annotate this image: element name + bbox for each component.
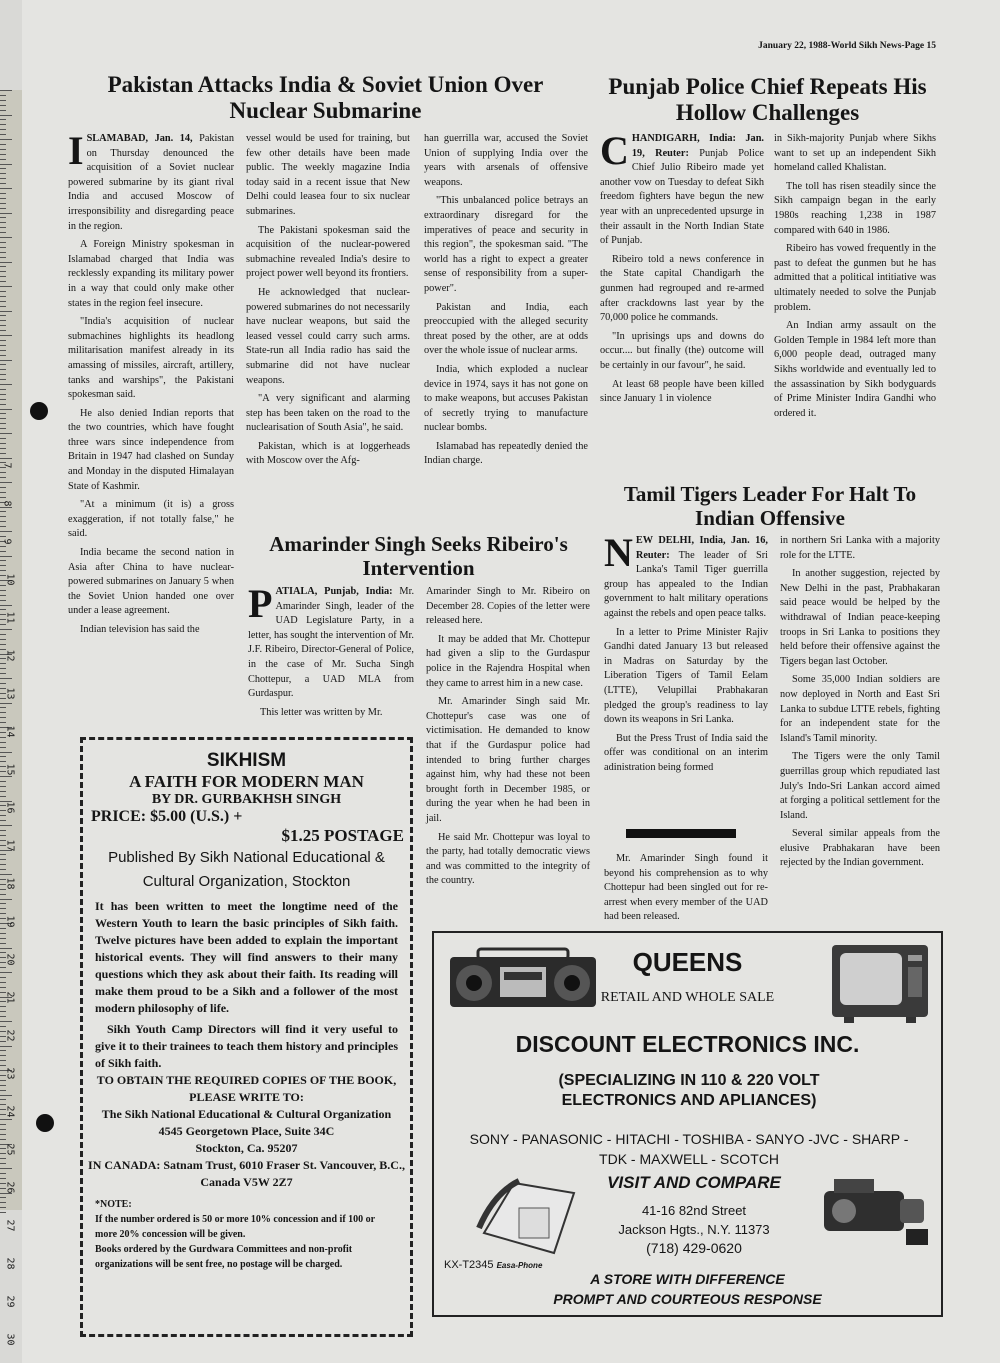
ruler-tick: [0, 242, 6, 243]
ruler-number: 28: [4, 1257, 16, 1270]
ruler-tick: [0, 482, 12, 483]
ruler-tick: [0, 472, 6, 473]
ruler-tick: [0, 296, 6, 297]
ruler-number: 26: [4, 1181, 16, 1194]
ruler-tick: [0, 776, 12, 777]
headline-amarinder: Amarinder Singh Seeks Ribeiro's Intervention: [269, 532, 568, 580]
ruler-tick: [0, 820, 6, 821]
ruler-tick: [0, 815, 6, 816]
ruler-number: 30: [4, 1333, 16, 1346]
ruler-tick: [0, 629, 12, 630]
slogan: PROMPT AND COURTEOUS RESPONSE: [553, 1291, 822, 1307]
ruler-number: 17: [4, 839, 16, 852]
telephone-icon: [474, 1173, 584, 1263]
ruler-tick: [0, 149, 6, 150]
ruler-tick: [0, 340, 6, 341]
ruler-tick: [0, 1173, 6, 1174]
ruler-tick: [0, 139, 12, 140]
ad-note: *NOTE: If the number ordered is 50 or more 10% concession and if 100 or more 20% concession will be given. Books ordered by the Gurdwara Committees and non-profit organizations will be sent free, no postage will be charged.: [95, 1199, 375, 1270]
ad-organization: The Sikh National Educational & Cultural Organization: [101, 1107, 392, 1121]
ruler-tick: [0, 257, 6, 258]
ad-postage: $1.25 POSTAGE: [281, 826, 404, 845]
ruler-tick: [0, 531, 12, 532]
ruler-number: 25: [4, 1143, 16, 1156]
ruler-tick: [0, 188, 12, 189]
ruler-tick: [0, 796, 6, 797]
ruler-tick: [0, 154, 6, 155]
ruler-tick: [0, 301, 6, 302]
slogan: A STORE WITH DIFFERENCE: [590, 1271, 785, 1287]
ruler-tick: [0, 404, 6, 405]
store-street: 41-16 82nd Street: [641, 1203, 747, 1218]
ruler-tick: [0, 1055, 6, 1056]
ruler-tick: [0, 198, 6, 199]
ruler-tick: [0, 830, 6, 831]
ruler-tick: [0, 1168, 12, 1169]
ruler-tick: [0, 350, 6, 351]
ruler-tick: [0, 335, 12, 336]
ruler-tick: [0, 227, 6, 228]
ruler-tick: [0, 1099, 6, 1100]
ruler-tick: [0, 1026, 6, 1027]
ruler-tick: [0, 908, 6, 909]
ruler-tick: [0, 1080, 6, 1081]
ruler-tick: [0, 320, 6, 321]
ruler-tick: [0, 100, 6, 101]
ruler-tick: [0, 384, 12, 385]
ruler-tick: [0, 423, 6, 424]
dropcap: I: [68, 128, 84, 173]
art1-column-2: vessel would be used for training, but few other details have been made public. The weekly magazine India today said in a recent issue that New Delhi could leasea four to six nuclear submarines. The Pakistani spokesman said the acquisition of the nuclear-powered submachine revealed India's desire to project power well beyond its frontiers. He acknowledged that nuclear-powered submarines do not necessarily have nuclear weapons, but said the leased vessel could carry such arms. State-run all India radio has said the submarine did not have nuclear weapons. "A very significant and alarming step has been taken on the road to the nuclearisation of South Asia", he said. Pakistan, which is at loggerheads with Moscow over the Afg-: [246, 133, 410, 467]
ruler-tick: [0, 570, 6, 571]
ruler-number: 16: [4, 801, 16, 814]
ruler-tick: [0, 345, 6, 346]
ruler-tick: [0, 825, 12, 826]
ruler-tick: [0, 90, 12, 91]
ruler-tick: [0, 379, 6, 380]
ruler-tick: [0, 899, 12, 900]
measuring-ruler: [0, 90, 23, 1346]
ruler-tick: [0, 536, 6, 537]
ruler-tick: [0, 355, 6, 356]
ruler-tick: [0, 903, 6, 904]
phone-model: KX-T2345 Easa-Phone: [444, 1259, 543, 1271]
ruler-tick: [0, 1090, 6, 1091]
ruler-number: 8: [1, 500, 13, 507]
ruler-tick: [0, 703, 12, 704]
ruler-tick: [0, 1124, 6, 1125]
ruler-tick: [0, 168, 6, 169]
ruler-tick: [0, 433, 12, 434]
ruler-tick: [0, 1158, 6, 1159]
ruler-tick: [0, 722, 6, 723]
ruler-tick: [0, 1095, 12, 1096]
ruler-tick: [0, 311, 12, 312]
ruler-tick: [0, 193, 6, 194]
ruler-tick: [0, 178, 6, 179]
ruler-tick: [0, 399, 6, 400]
art1-column-1: ISLAMABAD, Jan. 14, Pakistan on Thursday denounced the acquisition of a Soviet nuclear powered submarine by its giant rival India and accused Moscow of irresponsibility and disregarding peace in the region. A Foreign Ministry spokesman in Islamabad charged that India was recklessly expanding its military power in a way that could only make other states in the region feel insecure. "India's acquisition of nuclear submachines highlights its headlong militarisation manifest already in its amassing of missiles, aircraft, artillery, tanks and warships", the Pakistani spokesman said. He also denied Indian reports that the two countries, which have fought three wars since independence from Britain in 1947 had clashed on Sunday and Monday in the disputed Himalayan State of Kashmir. "At a minimum (it is) a gross exaggeration, if not totally false," he said. India became the second nation in Asia after China to have nuclear-powered submarines on January 5 when the Soviet Union handed one over under a lease agreement. Indian television has said the: [68, 128, 234, 635]
ruler-tick: [0, 859, 6, 860]
ad-address: 4545 Georgetown Place, Suite 34C: [158, 1124, 335, 1138]
store-tagline: RETAIL AND WHOLE SALE: [600, 990, 775, 1005]
ruler-tick: [0, 1129, 6, 1130]
art3-column-1: PATIALA, Punjab, India: Mr. Amarinder Singh, leader of the UAD Legislature Party, in a letter, has sought the intervention of Mr. J.F. Ribeiro, Director-General of Police, in the case of Mr. Sucha Singh Chottepur, a UAD MLA from Gurdaspur. This letter was written by Mr.: [248, 581, 415, 718]
ruler-number: 20: [4, 953, 16, 966]
ruler-tick: [0, 115, 12, 116]
ruler-tick: [0, 95, 6, 96]
ad-body: It has been written to meet the longtime need of the Western Youth to learn the basic principles of Sikh faith. Twelve pictures have been added to explain the important historical events. They will find answers to their many questions which they ask about their faith. Its reading will make them proud to be a Sikh and a follower of the most modern philosophy of life.: [95, 899, 398, 1015]
ruler-number: 19: [4, 915, 16, 928]
art3-column-2: Amarinder Singh to Mr. Ribeiro on December 28. Copies of the letter were released here. It may be added that Mr. Chottepur had given a slip to the Gurdaspur police in the Rajendra Hospital when they came to arrest him in a new case. Mr. Amarinder Singh said Mr. Chottepur's case was one of victimisation. He demanded to know that if the Gurdaspur police had intended to bring further charges against him, why had these not been brought forth in December 1985, or during the year when he had been in jail. He said Mr. Chottepur was loyal to the party, had totally democratic views and was committed to the integrity of the country.: [426, 586, 590, 887]
headline-pakistan: Pakistan Attacks India & Soviet Union Over Nuclear Submarine: [107, 72, 544, 123]
ruler-tick: [0, 864, 6, 865]
ruler-tick: [0, 756, 6, 757]
dropcap: C: [600, 128, 629, 173]
ruler-tick: [0, 1163, 6, 1164]
art1-column-3: han guerrilla war, accused the Soviet Union of supplying India over the years with arsenals of offensive weapons. "This unbalanced police betrays an extraordinary disregard for the imperatives of peace and security in this region", the spokesman said. "The world has a right to expect a greater sense of responsibility from a super-power". Pakistan and India, each preoccupied with the alleged security threat posed by the other, are at odds over the whole issue of nuclear arms. India, which exploded a nuclear device in 1974, says it has not gone on to make weapons, but accuses Pakistan of secretly trying to manufacture nuclear bombs. Islamabad has repeatedly denied the Indian charge.: [424, 133, 588, 467]
art2-column-2: in Sikh-majority Punjab where Sikhs want to set up an independent Sikh homeland called Khalistan. The toll has risen steadily since the Sikh campaign began in the early 1980s reaching 1,238 in 1987 compared with 640 in 1986. Ribeiro has vowed frequently in the past to defeat the gunmen but he has admitted that a political intitiative was ultimately needed to solve the Punjab problem. An Indian army assault on the Golden Temple in 1984 left more than 6,000 people dead, outraged many Sikhs worldwide and eventually led to the assassination by Sikh bodyguards of Prime Minister Indira Gandhi who ordered it.: [774, 133, 936, 419]
ruler-tick: [0, 874, 12, 875]
ruler-tick: [0, 624, 6, 625]
ruler-tick: [0, 232, 6, 233]
ruler-tick: [0, 761, 6, 762]
ruler-tick: [0, 144, 6, 145]
ruler-tick: [0, 609, 6, 610]
ruler-tick: [0, 663, 6, 664]
ruler-tick: [0, 1212, 6, 1213]
punch-hole: [30, 402, 48, 420]
ruler-tick: [0, 516, 6, 517]
ruler-tick: [0, 1060, 6, 1061]
ruler-number: 18: [4, 877, 16, 890]
ruler-tick: [0, 786, 6, 787]
ruler-tick: [0, 389, 6, 390]
ruler-tick: [0, 967, 6, 968]
ruler-tick: [0, 237, 12, 238]
ruler-number: 13: [4, 687, 16, 700]
ruler-number: 9: [1, 538, 13, 545]
ruler-tick: [0, 448, 6, 449]
ruler-tick: [0, 364, 6, 365]
ruler-tick: [0, 639, 6, 640]
ruler-tick: [0, 678, 12, 679]
ruler-tick: [0, 707, 6, 708]
ad-title: SIKHISM: [206, 750, 287, 771]
ruler-tick: [0, 982, 6, 983]
store-city: Jackson Hgts., N.Y. 11373: [618, 1222, 770, 1237]
ruler-tick: [0, 742, 6, 743]
ruler-tick: [0, 262, 12, 263]
ruler-tick: [0, 487, 6, 488]
ruler-tick: [0, 1050, 6, 1051]
ruler-tick: [0, 1021, 12, 1022]
ad-body: Sikh Youth Camp Directors will find it very useful to give it to their trainees to teach them history and principles of Sikh faith.: [95, 1022, 398, 1070]
ruler-tick: [0, 668, 6, 669]
sikhism-book-ad: [80, 737, 413, 1337]
ruler-tick: [0, 747, 6, 748]
ruler-tick: [0, 943, 6, 944]
ruler-tick: [0, 217, 6, 218]
ruler-tick: [0, 1046, 12, 1047]
ruler-tick: [0, 159, 6, 160]
headline-punjab-police: Punjab Police Chief Repeats His Hollow Challenges: [608, 74, 927, 125]
ruler-tick: [0, 1207, 6, 1208]
ruler-tick: [0, 605, 12, 606]
camcorder-icon: [814, 1173, 934, 1253]
ruler-tick: [0, 453, 6, 454]
ruler-tick: [0, 369, 6, 370]
headline-tamil-tigers: Tamil Tigers Leader For Halt To Indian Offensive: [623, 482, 917, 530]
ruler-tick: [0, 1119, 12, 1120]
ruler-number: 11: [4, 611, 16, 624]
ruler-tick: [0, 443, 6, 444]
ruler-tick: [0, 266, 6, 267]
ruler-tick: [0, 521, 6, 522]
art2-column-1: CHANDIGARH, India: Jan. 19, Reuter: Punjab Police Chief Julio Ribeiro made yet another vow on Tuesday to defeat Sikh freedom fighters have begun the new year with an unprecedented upsurge in their assault in the North Indian State of Punjab. Ribeiro told a news conference in the State capital Chandigarh the gunmen had regrouped and re-armed after crackdowns last year by the 70,000 police he commands. "In uprisings ups and downs do occur.... but finally (the) outcome will be certainly in our favour", he said. At least 68 people have been killed since January 1 in violence: [600, 128, 764, 405]
ruler-tick: [0, 938, 6, 939]
ruler-tick: [0, 110, 6, 111]
brand-list: SONY - PANASONIC - HITACHI - TOSHIBA - SANYO -JVC - SHARP - TDK - MAXWELL - SCOTCH: [469, 1131, 909, 1167]
punch-hole: [36, 1114, 54, 1132]
ad-author: BY DR. GURBAKHSH SINGH: [151, 792, 342, 807]
ruler-tick: [0, 781, 6, 782]
ruler-tick: [0, 835, 6, 836]
ruler-tick: [0, 271, 6, 272]
ruler-tick: [0, 560, 6, 561]
dropcap: P: [248, 581, 273, 626]
ruler-tick: [0, 507, 12, 508]
ad-subtitle: A FAITH FOR MODERN MAN: [129, 772, 364, 791]
ruler-tick: [0, 413, 6, 414]
page-header: January 22, 1988-World Sikh News-Page 15: [758, 41, 936, 51]
ad-address: Stockton, Ca. 95207: [195, 1141, 298, 1155]
ruler-tick: [0, 477, 6, 478]
ruler-number: 23: [4, 1067, 16, 1080]
art4-column-2: in northern Sri Lanka with a majority role for the LTTE. In another suggestion, rejected by New Delhi in the past, Prabhakaran said peace would be helped by the withdrawal of Indian peace-keeping troops in Sri Lanka to positions they held before their offensive against the Tigers began last October. Some 35,000 Indian soldiers are now deployed in North and East Sri Lanka to subdue LTTE rebels, fighting for an independent state for the Island's Tamil minority. The Tigers were the only Tamil guerrillas group which repudiated last July's Indo-Sri Lankan accord aimed at forging a political settlement for the Island. Several similar appeals from the elusive Prabhakaran have been rejected by the Indian government.: [780, 535, 940, 869]
ruler-tick: [0, 1085, 6, 1086]
ruler-tick: [0, 1178, 6, 1179]
ruler-tick: [0, 869, 6, 870]
ruler-tick: [0, 394, 6, 395]
ruler-tick: [0, 644, 6, 645]
ruler-tick: [0, 683, 6, 684]
ruler-tick: [0, 458, 12, 459]
ruler-tick: [0, 203, 6, 204]
ruler-tick: [0, 913, 6, 914]
ruler-tick: [0, 791, 6, 792]
ruler-tick: [0, 1202, 6, 1203]
ruler-number: 14: [4, 725, 16, 738]
ruler-tick: [0, 306, 6, 307]
ad-publisher: Published By Sikh National Educational & Cultural Organization, Stockton: [108, 849, 385, 890]
ruler-tick: [0, 1011, 6, 1012]
art3-column-3: Mr. Amarinder Singh found it beyond his comprehension as to why Chottepur had been singled out for re-arrest when every member of the UAD had been released.: [604, 853, 768, 923]
ruler-tick: [0, 634, 6, 635]
ruler-tick: [0, 948, 12, 949]
ruler-tick: [0, 1139, 6, 1140]
ruler-tick: [0, 977, 6, 978]
ruler-tick: [0, 252, 6, 253]
ruler-tick: [0, 854, 6, 855]
queens-electronics-ad: [432, 931, 943, 1317]
ruler-number: 10: [4, 573, 16, 586]
ruler-tick: [0, 374, 6, 375]
ruler-tick: [0, 208, 6, 209]
ruler-tick: [0, 286, 12, 287]
ruler-tick: [0, 717, 6, 718]
ruler-tick: [0, 565, 6, 566]
ruler-tick: [0, 1065, 6, 1066]
ad-canada-address: IN CANADA: Satnam Trust, 6010 Fraser St. Vancouver, B.C., Canada V5W 2Z7: [88, 1158, 405, 1189]
ruler-tick: [0, 173, 6, 174]
store-phone: (718) 429-0620: [646, 1240, 742, 1256]
ruler-tick: [0, 222, 6, 223]
ruler-tick: [0, 752, 12, 753]
ruler-tick: [0, 291, 6, 292]
ruler-tick: [0, 546, 6, 547]
ruler-tick: [0, 134, 6, 135]
ruler-tick: [0, 247, 6, 248]
ruler-tick: [0, 428, 6, 429]
ruler-tick: [0, 497, 6, 498]
ruler-tick: [0, 556, 12, 557]
ruler-tick: [0, 928, 6, 929]
visit-text: VISIT AND COMPARE: [607, 1173, 781, 1192]
ruler-tick: [0, 1006, 6, 1007]
ruler-tick: [0, 551, 6, 552]
ruler-tick: [0, 124, 6, 125]
ruler-tick: [0, 1016, 6, 1017]
specializing-text: (SPECIALIZING IN 110 & 220 VOLT ELECTRONICS AND APLIANCES): [558, 1072, 820, 1109]
art4-column-1: NEW DELHI, India, Jan. 16, Reuter: The leader of Sri Lanka's Tamil Tiger guerrilla group has appealed to the Indian government to halt military operations against the rebels and open peace talks. In a letter to Prime Minister Rajiv Gandhi dated January 13 but released in Madras on Saturday by the Liberation Tigers of Tamil Eelam (LTTE), Velupillai Prabhakaran pledged the group's readiness to lay down its weapons in Sri Lanka. But the Press Trust of India said the offer was conditional on an interim adinistration being formed: [604, 530, 768, 773]
ruler-tick: [0, 281, 6, 282]
ruler-tick: [0, 590, 6, 591]
ruler-tick: [0, 276, 6, 277]
ruler-tick: [0, 325, 6, 326]
dropcap: N: [604, 530, 633, 575]
ruler-tick: [0, 438, 6, 439]
ruler-tick: [0, 933, 6, 934]
ruler-number: 15: [4, 763, 16, 776]
ruler-tick: [0, 105, 6, 106]
ruler-tick: [0, 1197, 6, 1198]
ruler-number: 7: [1, 462, 13, 469]
ruler-tick: [0, 164, 12, 165]
ruler-number: 24: [4, 1105, 16, 1118]
ruler-tick: [0, 526, 6, 527]
ruler-tick: [0, 129, 6, 130]
ruler-number: 27: [4, 1219, 16, 1232]
ad-order-instructions: TO OBTAIN THE REQUIRED COPIES OF THE BOOK, PLEASE WRITE TO:: [96, 1073, 397, 1104]
ruler-tick: [0, 600, 6, 601]
ruler-tick: [0, 360, 12, 361]
ruler-tick: [0, 972, 12, 973]
ruler-number: 29: [4, 1295, 16, 1308]
ruler-tick: [0, 673, 6, 674]
ruler-tick: [0, 183, 6, 184]
ruler-tick: [0, 595, 6, 596]
ruler-tick: [0, 418, 6, 419]
ruler-number: 12: [4, 649, 16, 662]
company-name: DISCOUNT ELECTRONICS INC.: [515, 1031, 860, 1057]
ad-price: PRICE: $5.00 (U.S.) +: [91, 808, 243, 825]
ruler-tick: [0, 315, 6, 316]
ruler-tick: [0, 330, 6, 331]
ruler-tick: [0, 712, 6, 713]
ruler-tick: [0, 492, 6, 493]
store-name: QUEENS: [632, 947, 743, 977]
ruler-tick: [0, 1134, 6, 1135]
ruler-tick: [0, 987, 6, 988]
ruler-tick: [0, 894, 6, 895]
divider-bar: [626, 829, 736, 838]
ruler-tick: [0, 511, 6, 512]
ruler-tick: [0, 409, 12, 410]
ruler-tick: [0, 213, 12, 214]
ruler-number: 21: [4, 991, 16, 1004]
ruler-number: 22: [4, 1029, 16, 1042]
ruler-tick: [0, 119, 6, 120]
